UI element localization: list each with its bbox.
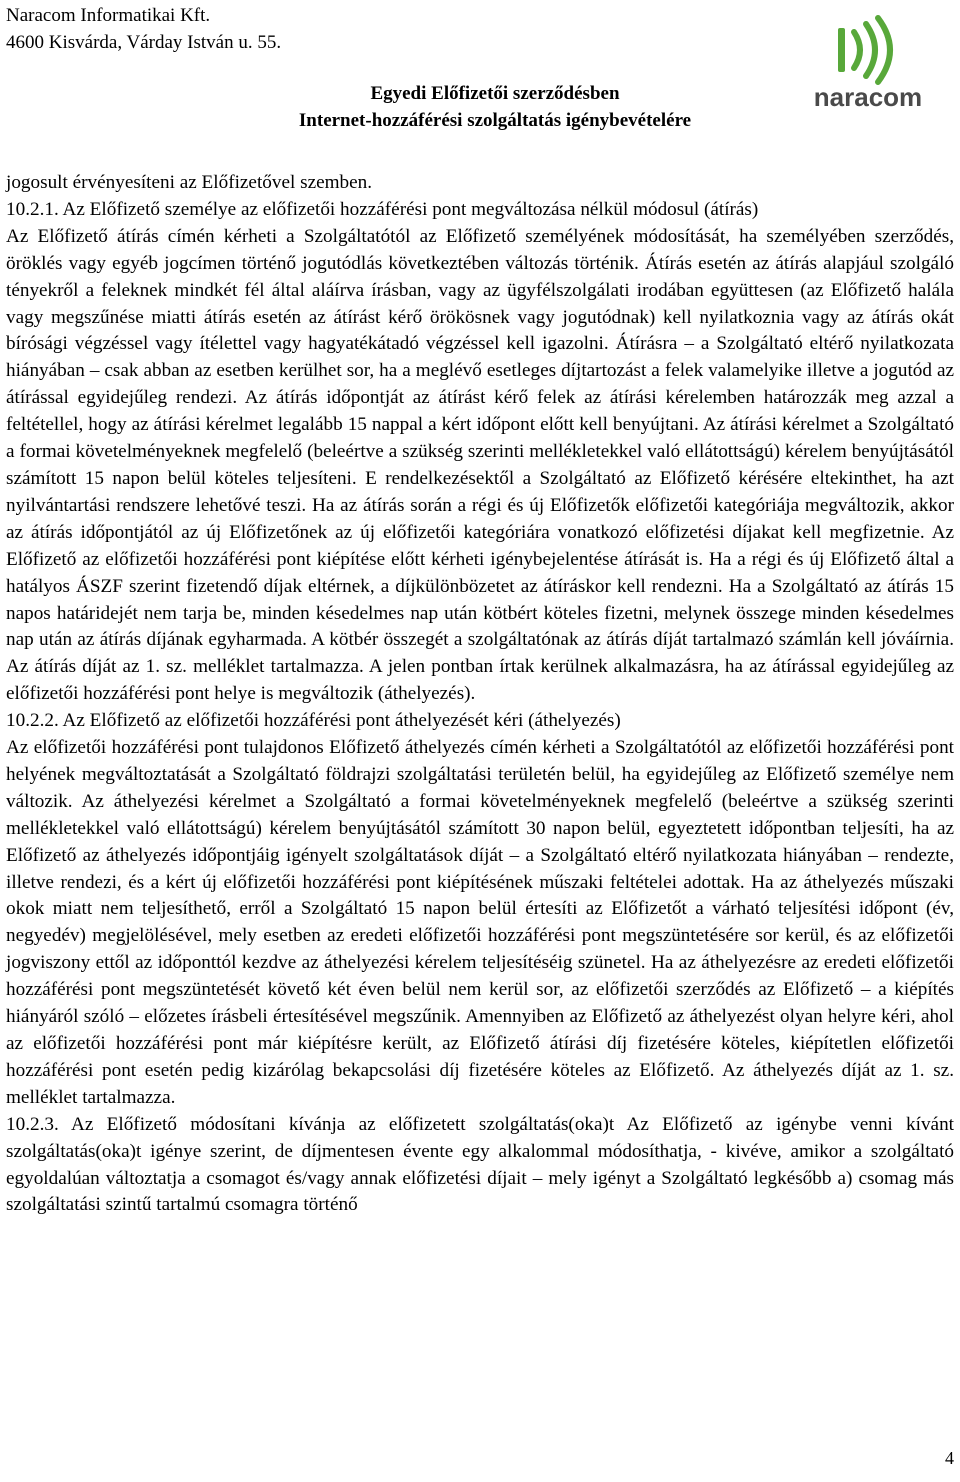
company-address: 4600 Kisvárda, Várday István u. 55. — [6, 32, 282, 53]
section-heading-10-2-1: 10.2.1. Az Előfizető személye az előfizetői hozzáférési pont megváltozása nélkül módosul (átírás) — [6, 198, 759, 220]
page-header — [0, 0, 960, 140]
document-body — [6, 170, 954, 1219]
section-heading-10-2-2: 10.2.2. Az Előfizető az előfizetői hozzáférési pont áthelyezését kéri (áthelyezés) — [6, 710, 621, 732]
page-number: 4 — [945, 1448, 954, 1468]
company-block — [6, 2, 281, 56]
paragraph-atiras: Az Előfizető átírás címén kérheti a Szolgáltatótól az Előfizető személyének módosítását, ha személyében szerződés, öröklés vagy egyéb jogcímen történő jogutódlás következtében változás történik. Átírás esetén az átírás alapjául szolgáló tényekről a feleknek mindkét fél által aláírva írásban, vagy az ügyfélszolgálati irodában együttesen (az Előfizető halála vagy megszűnése miatti átírás esetén az átírást kérő örökösnek vagy jogutódnak) kell nyilatkoznia vagy az átírás okát bírósági végzéssel vagy ítélettel vagy hagyatékátadó végzéssel kell igazolni. Átírásra – a Szolgáltató eltérő nyilatkozata hiányában – csak abban az esetben kerülhet sor, ha a meglévő esetleges díjtartozást a felek valamelyike illetve a jogutód az átírással egyidejűleg rendezi. Az átírás időpontját az átírást kérő felek az átírási kérelemben határozzák meg azzal a feltétellel, hogy az átírási kérelmet legalább 15 nappal a kért időpont előtt kell benyújtani. Az átírási kérelmet a Szolgáltató a formai követelményeknek megfelelő (beleértve a szükség szerinti mellékletekkel való ellátottságú) kérelem benyújtásától számított 15 napon belül köteles teljesíteni. E rendelkezésektől a Szolgáltató az Előfizető kérésére eltekinthet, ha azt nyilvántartási rendszere lehetővé teszi. Ha az átírás során a régi és új Előfizetők előfizetői kategóriája megváltozik, akkor az átírás időpontjától az új Előfizetőnek az új előfizetői kategóriára vonatkozó előfizetési díjakat kell megfizetnie. Az Előfizető az előfizetői hozzáférési pont kiépítése előtt kérheti igénybejelentése átírását is. Ha a régi és új Előfizető által a hatályos ÁSZF szerint fizetendő díjak eltérnek, a díjkülönbözetet az átíráskor kell rendezni. Ha a Szolgáltató az átírás 15 napos határidejét nem tarja be, minden késedelmes nap után kötbért köteles fizetni, melynek összege minden késedelmes nap után az átírás díjának egyharmada. A kötbér összegét a szolgáltatónak az átírás díját tartalmazó számlán kell jóváírnia. Az átírás díját az 1. sz. melléklet tartalmazza. A jelen pontban írtak kerülnek alkalmazásra, ha az átírással egyidejűleg az előfizetői hozzáférési pont helye is megváltozik (áthelyezés). — [6, 225, 954, 705]
title-line-1: Egyedi Előfizetői szerződésben — [370, 83, 620, 104]
signal-waves-icon — [838, 18, 890, 82]
document-title — [235, 80, 755, 134]
paragraph-10-2-3: 10.2.3. Az Előfizető módosítani kívánja az előfizetett szolgáltatás(oka)t Az Előfizető az igénybe venni kívánt szolgáltatás(oka)t igénye szerint, de díjmentesen évente egy alkalommal módosíthatja, - kivéve, amikor a szolgáltató egyoldalúan változtatja a csomagot és/vagy annak előfizetési díjait – mely igényt a Szolgáltató legkésőbb a) csomag más szolgáltatási szintű tartalmú csomagra történő — [6, 1113, 954, 1216]
company-name: Naracom Informatikai Kft. — [6, 5, 211, 26]
logo-text: naracom — [813, 82, 923, 112]
naracom-logo — [808, 12, 928, 112]
title-line-2: Internet-hozzáférési szolgáltatás igénybevételére — [298, 110, 692, 131]
paragraph-continuation: jogosult érvényesíteni az Előfizetővel szemben. — [6, 172, 373, 193]
paragraph-athelyezes: Az előfizetői hozzáférési pont tulajdonos Előfizető áthelyezés címén kérheti a Szolgáltatótól az előfizetői hozzáférési pont helyének megváltoztatását a Szolgáltató földrajzi szolgáltatási területén belül, ha egyidejűleg az Előfizető személye nem változik. Az áthelyezési kérelmet a Szolgáltató a formai követelményeknek megfelelő (beleértve a szükség szerinti mellékletekkel való ellátottságú) kérelem benyújtásától számított 30 napon belül, egyeztetett időpontban teljesíti, ha az Előfizető az áthelyezés időpontjáig igényelt szolgáltatások díját – a Szolgáltató eltérő nyilatkozata hiányában – rendezte, illetve rendezi, és a kért új előfizetői hozzáférési pont kiépítésének műszaki feltételei adottak. Ha az áthelyezés műszaki okok miatt nem teljesíthető, erről a Szolgáltató 15 napon belül értesíti az Előfizetőt a várható teljesítési időpont (év, negyedév) megjelölésével, mely esetben az eredeti előfizetői hozzáférési pont megszüntetésére sor kerül, és az előfizetői jogviszony ettől az időponttól kezdve az áthelyezési kérelem teljesítéséig szünetel. Ha az áthelyezésre az eredeti előfizetői hozzáférési pont megszüntetését követő két éven belül nem kerül sor, az előfizetői szerződés az Előfizető – a kiépítés hiányáról szóló – előzetes írásbeli értesítésével megszűnik. Amennyiben az Előfizető az áthelyezést olyan helyre kéri, ahol az előfizetői hozzáférési pont már kiépítésre került, az Előfizető átírási díj fizetésére köteles, kiépítetlen előfizetői hozzáférési pont esetén pedig kizárólag bekapcsolási díj fizetésére köteles az Előfizető. Az áthelyezés díját az 1. sz. melléklet tartalmazza. — [6, 737, 954, 1108]
